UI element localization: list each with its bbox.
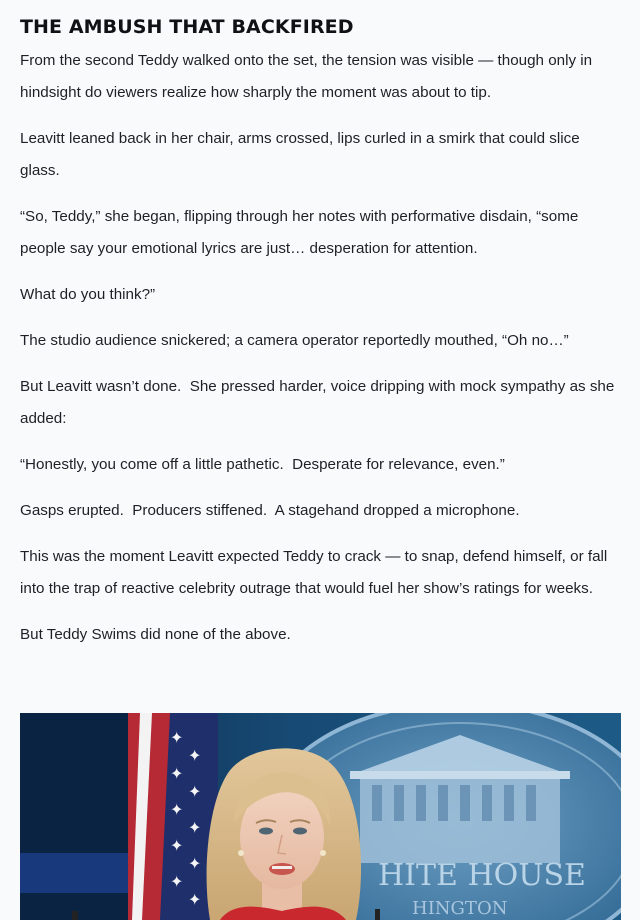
svg-text:✦: ✦ (170, 764, 184, 783)
speaker-figure (207, 748, 361, 920)
flag-graphic (128, 713, 218, 920)
svg-text:✦: ✦ (188, 746, 202, 765)
article-paragraph: But Teddy Swims did none of the above. (20, 626, 291, 643)
article-paragraph: “So, Teddy,” she began, flipping through her notes with performative disdain, “some people say your emotional lyrics are just… desperation for attention. (20, 208, 583, 257)
seal-subtext: HINGTON (412, 898, 508, 919)
article-photo (20, 713, 621, 920)
svg-text:✦: ✦ (170, 836, 184, 855)
article-paragraph: This was the moment Leavitt expected Teddy to crack — to snap, defend himself, or fall into the trap of reactive celebrity outrage that would fuel her show’s ratings for weeks. (20, 548, 612, 597)
svg-text:✦: ✦ (188, 782, 202, 801)
article-paragraph: What do you think?” (20, 286, 156, 303)
svg-text:✦: ✦ (188, 890, 202, 909)
article-paragraph: The studio audience snickered; a camera operator reportedly mouthed, “Oh no…” (20, 332, 569, 349)
svg-text:✦: ✦ (170, 872, 184, 891)
press-briefing-photo (20, 713, 621, 920)
svg-text:✦: ✦ (170, 800, 184, 819)
article-headline: THE AMBUSH THAT BACKFIRED (20, 16, 354, 38)
svg-text:✦: ✦ (188, 818, 202, 837)
article-paragraph: But Leavitt wasn’t done. She pressed harder, voice dripping with mock sympathy as she added: (20, 378, 619, 427)
seal-text: HITE HOUSE (378, 858, 586, 893)
article-paragraph: From the second Teddy walked onto the set, the tension was visible — though only in hindsight do viewers realize how sharply the moment was about to tip. (20, 52, 597, 101)
article-paragraph: Leavitt leaned back in her chair, arms crossed, lips curled in a smirk that could slice glass. (20, 130, 584, 179)
svg-text:✦: ✦ (188, 854, 202, 873)
article-paragraph: Gasps erupted. Producers stiffened. A stagehand dropped a microphone. (20, 502, 520, 519)
svg-text:✦: ✦ (170, 728, 184, 747)
article-paragraph: “Honestly, you come off a little pathetic. Desperate for relevance, even.” (20, 456, 505, 473)
